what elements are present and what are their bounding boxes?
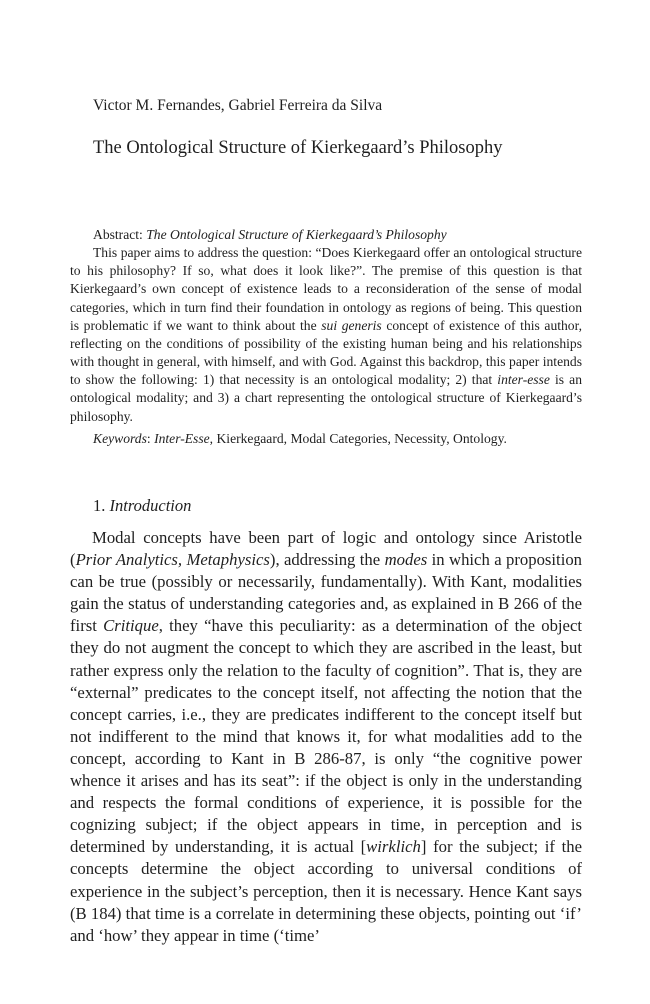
keyword-inter-esse: Inter-Esse: [154, 430, 210, 446]
keywords-list: , Kierkegaard, Modal Categories, Necessity, Ontology.: [209, 430, 507, 446]
abstract-heading: [93, 226, 582, 244]
body-emphasis: modes: [384, 550, 428, 570]
keywords-colon: :: [146, 430, 151, 446]
body-text-part: Modal concepts have been part of logic and ontology since Aristotle (: [70, 528, 582, 570]
introduction-body: [70, 527, 582, 947]
paper-title: The Ontological Structure of Kierkegaard’s Philosophy: [93, 138, 503, 158]
body-text-part: in which a proposition can be true (possibly or necessarily, fundamentally). With Kant, modalities gain the status of understanding categories and, as explained in B 266 of the first: [70, 550, 583, 636]
abstract-text: [70, 244, 582, 426]
abstract-emphasis: sui generis: [321, 317, 382, 333]
body-text-part: ), addressing the: [269, 550, 381, 570]
body-emphasis: Prior Analytics, Metaphysics: [75, 550, 270, 570]
abstract-text-part: is an ontological modality; and 3) a chart representing the ontological structure of Kierkegaard’s philosophy.: [70, 372, 582, 424]
abstract-text-part: This paper aims to address the question: “Does Kierkegaard offer an ontological structure to his philosophy? If so, what does it look like?”. The premise of this question is that Kierkegaard’s own concept of existence leads to a reconsideration of the sense of modal categories, which in turn find their foundation in ontology as regions of being. This question is problematic if we want to think about the: [70, 245, 582, 333]
body-emphasis: Critique: [103, 616, 159, 636]
section-number: 1.: [93, 496, 106, 515]
body-emphasis: wirklich: [366, 837, 421, 857]
abstract-text-part: concept of existence of this author, reflecting on the conditions of possibility of the existing human being and his relationships with thought in general, with himself, and with God. Against this backdrop, this paper intends to show the following: 1) that necessity is an ontological modality; 2) that: [70, 317, 582, 388]
abstract-title: The Ontological Structure of Kierkegaard’s Philosophy: [146, 227, 447, 242]
body-paragraph: [70, 527, 582, 947]
keywords-line: [93, 430, 582, 448]
section-heading: [93, 496, 191, 516]
abstract-emphasis: inter-esse: [497, 372, 550, 388]
abstract-label: Abstract:: [93, 227, 143, 242]
body-text-part: , they “have this peculiarity: as a determination of the object they do not augment the concept to which they are ascribed in the least, but rather express only the relation to the faculty of cognition”. That is, they are “external” predicates to the concept itself, not affecting the notion that the concept carries, i.e., they are predicates indifferent to the concept itself but not indifferent to the mind that knows it, for what modalities add to the concept, according to Kant in B 286-87, is only “the cognitive power whence it arises and has its seat”: if the object is only in the understanding and respects the formal conditions of experience, it is possible for the cognizing subject; if the object appears in time, in perception and is determined by understanding, it is actual [: [70, 616, 582, 857]
keywords-label: Keywords: [93, 430, 147, 446]
author-line: Victor M. Fernandes, Gabriel Ferreira da Silva: [93, 97, 383, 114]
body-text-part: ] for the subject; if the concepts determine the object according to universal conditions of experience in the subject’s perception, then it is necessary. Hence Kant says (B 184) that time is a correlate in determining these objects, pointing out ‘if’ and ‘how’ they appear in time (‘time’: [70, 837, 582, 945]
abstract-section: [70, 226, 582, 448]
section-title: Introduction: [109, 496, 192, 515]
